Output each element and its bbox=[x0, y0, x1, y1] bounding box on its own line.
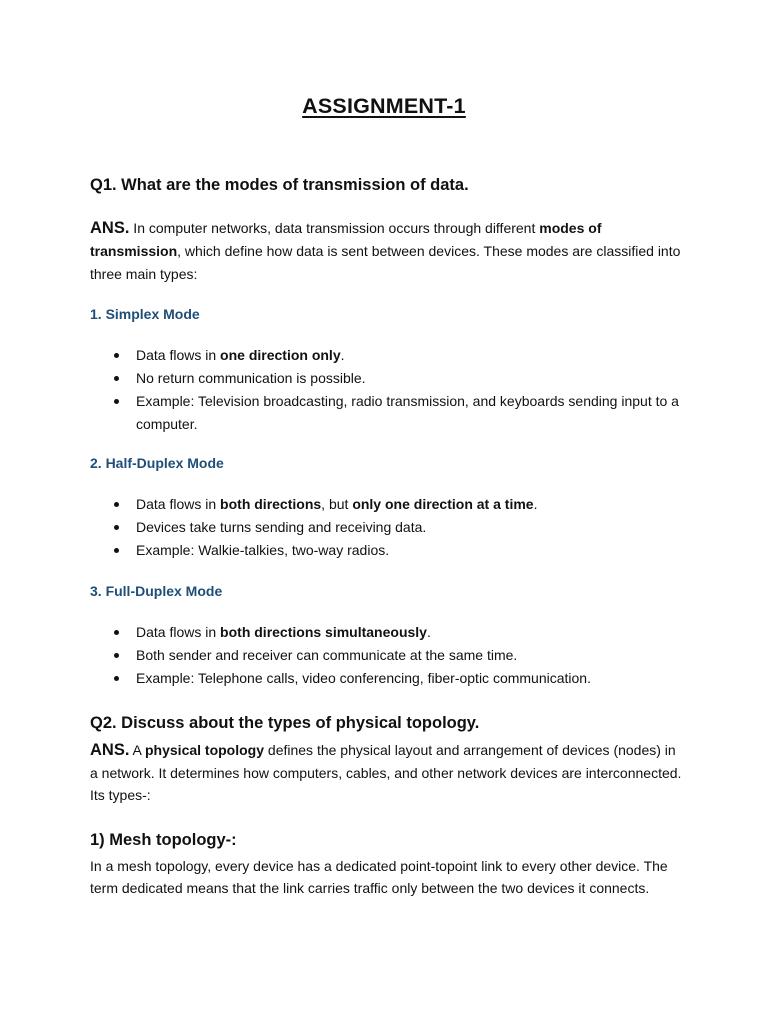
bullet-text: Devices take turns sending and receiving data. bbox=[136, 519, 427, 535]
full-duplex-heading: 3. Full-Duplex Mode bbox=[90, 583, 223, 599]
document-title: ASSIGNMENT-1 bbox=[302, 94, 466, 118]
simplex-heading: 1. Simplex Mode bbox=[90, 306, 200, 322]
list-item bbox=[90, 644, 686, 667]
q1-question: Q1. What are the modes of transmission of data. bbox=[90, 176, 469, 194]
full-duplex-bullet-list bbox=[90, 621, 686, 690]
bullet-text: Example: Walkie-talkies, two-way radios. bbox=[136, 542, 390, 558]
mesh-topology-heading: 1) Mesh topology-: bbox=[90, 831, 237, 849]
q1-block bbox=[90, 176, 686, 195]
list-item bbox=[90, 621, 686, 644]
half-duplex-heading-block bbox=[90, 455, 686, 471]
q2-ans-label: ANS. bbox=[90, 741, 130, 759]
bullet-icon bbox=[114, 399, 119, 404]
q2-question: Q2. Discuss about the types of physical topology. bbox=[90, 714, 480, 732]
list-item bbox=[90, 667, 686, 690]
simplex-list-block bbox=[90, 344, 686, 436]
bullet-text: . bbox=[340, 347, 345, 363]
bullet-icon bbox=[114, 353, 119, 358]
q2-answer bbox=[90, 739, 686, 806]
bullet-icon bbox=[114, 502, 119, 507]
q2-intro-part1: A bbox=[129, 742, 145, 758]
bullet-text: Example: Telephone calls, video conferencing, fiber-optic communication. bbox=[136, 670, 591, 686]
bullet-bold-text: both directions bbox=[220, 496, 322, 512]
q2-answer-paragraph bbox=[90, 739, 686, 785]
bullet-bold-text: both directions simultaneously bbox=[220, 624, 427, 640]
mesh-heading-block bbox=[90, 831, 686, 850]
q1-answer-paragraph bbox=[90, 217, 686, 286]
list-item bbox=[90, 344, 686, 367]
bullet-text: Data flows in bbox=[136, 347, 221, 363]
bullet-text: Both sender and receiver can communicate at the same time. bbox=[136, 647, 518, 663]
q2-intro-bold: physical topology bbox=[145, 742, 265, 758]
bullet-icon bbox=[114, 548, 119, 553]
half-duplex-list-block bbox=[90, 493, 686, 562]
bullet-text: Data flows in bbox=[136, 624, 221, 640]
bullet-text: No return communication is possible. bbox=[136, 370, 366, 386]
q1-answer bbox=[90, 217, 686, 286]
bullet-bold-text: one direction only bbox=[220, 347, 341, 363]
q2-types-label: Its types-: bbox=[90, 787, 151, 803]
bullet-text: . bbox=[533, 496, 538, 512]
full-duplex-heading-block bbox=[90, 583, 686, 599]
list-item bbox=[90, 516, 686, 539]
bullet-bold-text: only one direction at a time bbox=[352, 496, 534, 512]
q1-intro-part2: , which define how data is sent between devices. These modes are classified into three main types: bbox=[90, 243, 681, 282]
simplex-bullet-list bbox=[90, 344, 686, 436]
list-item bbox=[90, 493, 686, 516]
mesh-text-block bbox=[90, 855, 686, 899]
q1-ans-label: ANS. bbox=[90, 219, 130, 237]
bullet-icon bbox=[114, 676, 119, 681]
bullet-icon bbox=[114, 376, 119, 381]
simplex-heading-block bbox=[90, 306, 686, 322]
bullet-text: , but bbox=[321, 496, 353, 512]
bullet-text: Example: Television broadcasting, radio transmission, and keyboards sending input to a computer. bbox=[136, 393, 679, 432]
bullet-text: . bbox=[426, 624, 431, 640]
half-duplex-heading: 2. Half-Duplex Mode bbox=[90, 455, 224, 471]
bullet-icon bbox=[114, 653, 119, 658]
bullet-icon bbox=[114, 525, 119, 530]
list-item bbox=[90, 367, 686, 390]
full-duplex-list-block bbox=[90, 621, 686, 690]
q2-intro-part2: defines the physical layout and arrangement of devices (nodes) in a network. It determines how computers, cables, and other network devices are interconnected. bbox=[90, 742, 682, 781]
q1-intro-bold: modes of transmission bbox=[90, 220, 602, 259]
half-duplex-bullet-list bbox=[90, 493, 686, 562]
mesh-topology-text: In a mesh topology, every device has a dedicated point-topoint link to every other device. The term dedicated means that the link carries traffic only between the two devices it connects. bbox=[90, 858, 668, 896]
list-item bbox=[90, 539, 686, 562]
list-item bbox=[90, 390, 686, 436]
bullet-icon bbox=[114, 630, 119, 635]
q1-intro-part1: In computer networks, data transmission occurs through different bbox=[129, 220, 540, 236]
bullet-text: Data flows in bbox=[136, 496, 221, 512]
q2-block bbox=[90, 714, 686, 733]
